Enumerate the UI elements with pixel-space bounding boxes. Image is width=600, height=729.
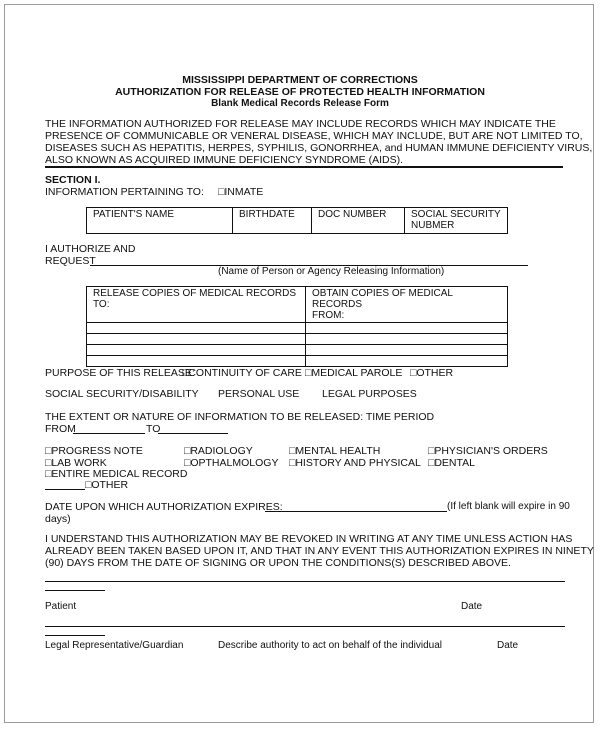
release-to-cell[interactable] (87, 356, 306, 367)
section-divider (45, 166, 563, 168)
from-date-field[interactable] (73, 433, 145, 434)
header-line-1: MISSISSIPPI DEPARTMENT OF CORRECTIONS (182, 74, 418, 86)
history-physical-checkbox[interactable]: □HISTORY AND PHYSICAL (289, 457, 421, 469)
patient-label: Patient (45, 601, 77, 612)
other-extent-checkbox[interactable]: □OTHER (85, 479, 129, 491)
expiration-date-field[interactable] (265, 511, 447, 512)
representative-short-line (45, 635, 105, 636)
extent-label: THE EXTENT OR NATURE OF INFORMATION TO BE RELEASED: TIME PERIOD (45, 411, 435, 423)
release-to-header: RELEASE COPIES OF MEDICAL RECORDS TO: (87, 287, 306, 323)
opthalmology-checkbox[interactable]: □OPTHALMOLOGY (184, 457, 279, 469)
patient-short-line (45, 590, 105, 591)
to-date-field[interactable] (158, 433, 228, 434)
release-to-cell[interactable] (87, 334, 306, 345)
from-label: FROM (45, 423, 76, 435)
personal-use-option[interactable]: PERSONAL USE (218, 388, 300, 400)
dental-checkbox[interactable]: □DENTAL (428, 457, 475, 469)
entire-record-checkbox[interactable]: □ENTIRE MEDICAL RECORD (45, 468, 188, 480)
understand-line-1: I UNDERSTAND THIS AUTHORIZATION MAY BE REVOKED IN WRITING AT ANY TIME UNLESS ACTION HAS (45, 533, 573, 545)
patient-table (86, 207, 508, 234)
obtain-from-cell[interactable] (306, 334, 508, 345)
section-title: SECTION I. (45, 174, 101, 186)
radiology-checkbox[interactable]: □RADIOLOGY (184, 445, 253, 457)
understand-line-2: ALREADY BEEN TAKEN BASED UPON IT, AND THAT IN ANY EVENT THIS AUTHORIZATION EXPIRES IN NINETY (45, 545, 594, 557)
mental-health-checkbox[interactable]: □MENTAL HEALTH (289, 445, 381, 457)
info-pertaining-label: INFORMATION PERTAINING TO: (45, 186, 204, 198)
progress-note-checkbox[interactable]: □PROGRESS NOTE (45, 445, 143, 457)
understand-line-3: (90) DAYS FROM THE DATE OF SIGNING OR UPON THE CONDITIONS(S) DESCRIBED ABOVE. (45, 557, 511, 569)
release-table (86, 286, 508, 367)
doc-number-header: DOC NUMBER (312, 208, 405, 234)
header-line-3: Blank Medical Records Release Form (211, 98, 389, 109)
to-label: TO (146, 423, 161, 435)
obtain-from-header: OBTAIN COPIES OF MEDICAL RECORDS FROM: (306, 287, 508, 323)
birthdate-header: BIRTHDATE (233, 208, 312, 234)
obtain-from-cell[interactable] (306, 323, 508, 334)
releasing-party-caption: (Name of Person or Agency Releasing Information) (218, 266, 445, 277)
authorize-label: I AUTHORIZE AND (45, 243, 136, 255)
patient-signature-line[interactable] (45, 581, 565, 582)
intro-line-3: DISEASES SUCH AS HEPATITIS, HERPES, SYPHILIS, GONORRHEA, and HUMAN IMMUNE DEFICIENTY VIRUS, (45, 142, 593, 154)
release-to-cell[interactable] (87, 345, 306, 356)
header-line-2: AUTHORIZATION FOR RELEASE OF PROTECTED HEALTH INFORMATION (115, 86, 485, 98)
intro-line-4: ALSO KNOWN AS ACQUIRED IMMUNE DEFICIENCY SYNDROME (AIDS). (45, 154, 404, 166)
expires-note-continued: days) (45, 513, 71, 525)
request-label: REQUEST (45, 255, 96, 267)
ssn-header: SOCIAL SECURITY NUBMER (405, 208, 508, 234)
continuity-of-care-checkbox[interactable]: □CONTINUITY OF CARE (182, 367, 302, 379)
purpose-label: PURPOSE OF THIS RELEASE: (45, 367, 195, 379)
patient-date-label: Date (461, 601, 483, 612)
intro-line-2: PRESENCE OF COMMUNICABLE OR VENERAL DISEASE, WHICH MAY INCLUDE, BUT ARE NOT LIMITED TO, (45, 130, 583, 142)
obtain-from-cell[interactable] (306, 356, 508, 367)
expires-label: DATE UPON WHICH AUTHORIZATION EXPIRES: (45, 501, 283, 513)
legal-rep-label: Legal Representative/Guardian (45, 640, 184, 651)
obtain-from-cell[interactable] (306, 345, 508, 356)
patient-name-header: PATIENT'S NAME (87, 208, 233, 234)
representative-signature-line[interactable] (45, 626, 565, 627)
ssd-option[interactable]: SOCIAL SECURITY/DISABILITY (45, 388, 199, 400)
legal-purposes-option[interactable]: LEGAL PURPOSES (322, 388, 417, 400)
expires-note: (If left blank will expire in 90 (447, 501, 570, 512)
release-to-cell[interactable] (87, 323, 306, 334)
medical-parole-checkbox[interactable]: □MEDICAL PAROLE (305, 367, 403, 379)
other-extent-blank[interactable] (45, 489, 85, 490)
intro-line-1: THE INFORMATION AUTHORIZED FOR RELEASE MAY INCLUDE RECORDS WHICH MAY INDICATE THE (45, 118, 556, 130)
describe-authority-label: Describe authority to act on behalf of the individual (218, 640, 443, 651)
physicians-orders-checkbox[interactable]: □PHYSICIAN'S ORDERS (428, 445, 548, 457)
other-purpose-checkbox[interactable]: □OTHER (410, 367, 454, 379)
inmate-checkbox[interactable]: □INMATE (218, 186, 264, 198)
lab-work-checkbox[interactable]: □LAB WORK (45, 457, 107, 469)
representative-date-label: Date (497, 640, 519, 651)
